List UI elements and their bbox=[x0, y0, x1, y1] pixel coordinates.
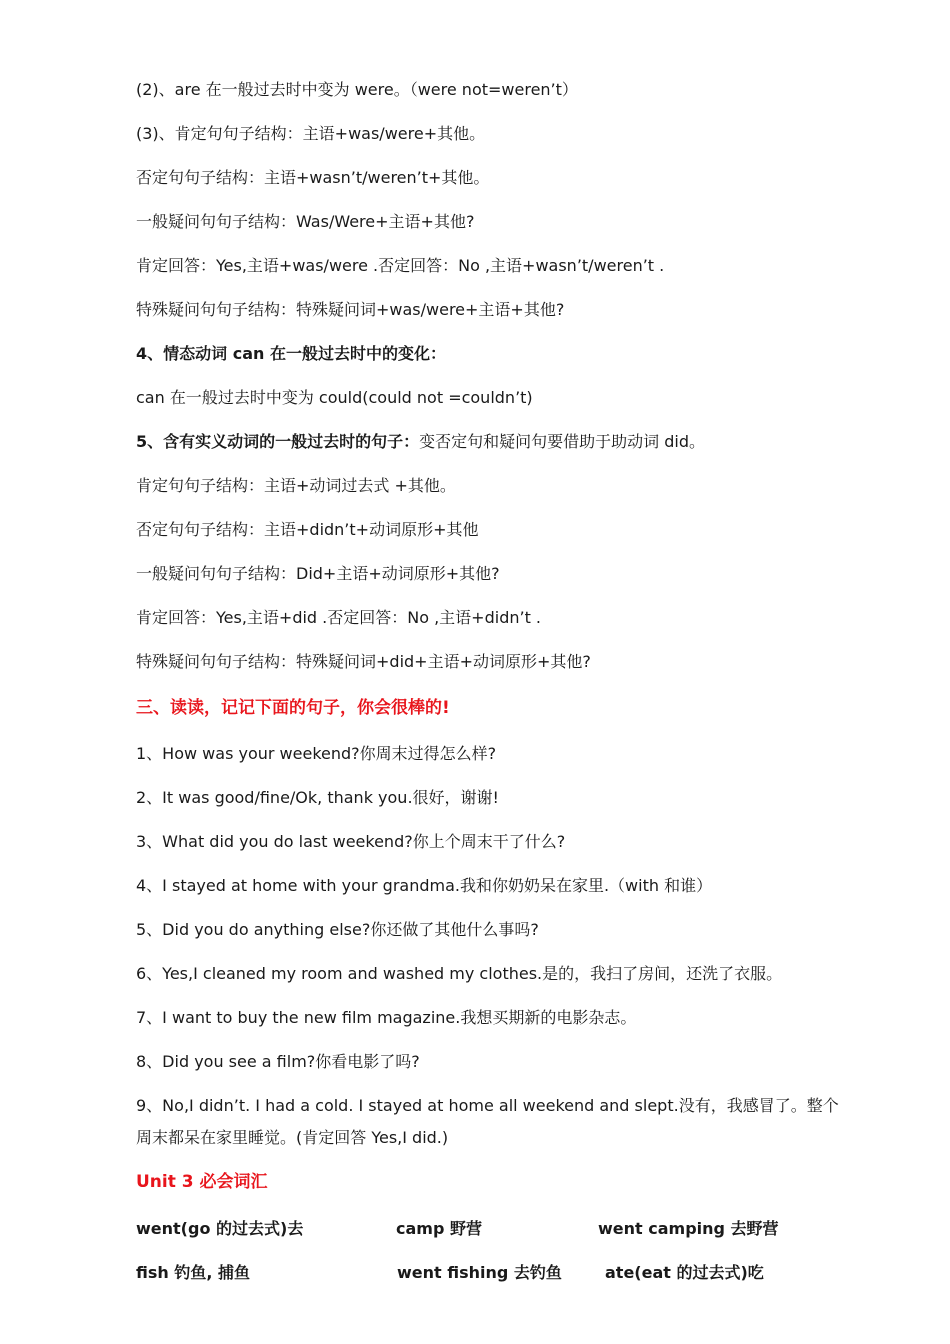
unit3-title: Unit 3 必会词汇 bbox=[136, 1172, 268, 1192]
section3-title: 三、读读，记记下面的句子，你会很棒的! bbox=[136, 698, 450, 718]
grammar-line-answers: 肯定回答：Yes,主语+was/were .否定回答：No ,主语+wasn’t/weren’t . bbox=[136, 256, 665, 275]
grammar-line-were: (2)、are 在一般过去时中变为 were。（were not=weren’t） bbox=[136, 80, 578, 99]
heading-verb-past bbox=[136, 432, 705, 452]
sentence-5: 5、Did you do anything else?你还做了其他什么事吗? bbox=[136, 920, 539, 939]
sentence-7: 7、I want to buy the new film magazine.我想买期新的电影杂志。 bbox=[136, 1008, 637, 1027]
grammar-line-could: can 在一般过去时中变为 could(could not =couldn’t) bbox=[136, 388, 533, 407]
vocab-ate: ate(eat 的过去式)吃 bbox=[605, 1263, 764, 1282]
sentence-9: 9、No,I didn’t. I had a cold. I stayed at home all weekend and slept.没有，我感冒了。整个周末都呆在家里睡觉。(肯定回答 Yes,I did.) bbox=[136, 1096, 839, 1147]
grammar-line-negative: 否定句句子结构：主语+wasn’t/weren’t+其他。 bbox=[136, 168, 490, 187]
vocab-camp: camp 野营 bbox=[396, 1219, 482, 1238]
sentence-4: 4、I stayed at home with your grandma.我和你奶奶呆在家里.（with 和谁） bbox=[136, 876, 713, 895]
heading-verb-past-rest: 变否定句和疑问句要借助于助动词 did。 bbox=[419, 432, 705, 451]
grammar-line-did-negative: 否定句句子结构：主语+didn’t+动词原形+其他 bbox=[136, 520, 479, 539]
grammar-line-did-wh-question: 特殊疑问句句子结构：特殊疑问词+did+主语+动词原形+其他? bbox=[136, 652, 591, 671]
grammar-line-question: 一般疑问句句子结构：Was/Were+主语+其他? bbox=[136, 212, 475, 231]
grammar-line-did-affirmative: 肯定句句子结构：主语+动词过去式 +其他。 bbox=[136, 476, 456, 495]
heading-modal-can: 4、情态动词 can 在一般过去时中的变化： bbox=[136, 344, 446, 363]
sentence-8: 8、Did you see a film?你看电影了吗? bbox=[136, 1052, 420, 1071]
sentence-2: 2、It was good/fine/Ok, thank you.很好，谢谢! bbox=[136, 788, 499, 807]
grammar-line-did-answers: 肯定回答：Yes,主语+did .否定回答：No ,主语+didn’t . bbox=[136, 608, 542, 627]
sentence-6: 6、Yes,I cleaned my room and washed my clothes.是的，我扫了房间，还洗了衣服。 bbox=[136, 964, 783, 983]
vocab-went-camping: went camping 去野营 bbox=[598, 1219, 779, 1238]
vocab-went-fishing: went fishing 去钓鱼 bbox=[397, 1263, 562, 1282]
vocab-fish: fish 钓鱼, 捕鱼 bbox=[136, 1263, 250, 1282]
grammar-line-affirmative: (3)、肯定句句子结构：主语+was/were+其他。 bbox=[136, 124, 486, 143]
grammar-line-wh-question: 特殊疑问句句子结构：特殊疑问词+was/were+主语+其他? bbox=[136, 300, 565, 319]
grammar-line-did-question: 一般疑问句句子结构：Did+主语+动词原形+其他? bbox=[136, 564, 500, 583]
sentence-1: 1、How was your weekend?你周末过得怎么样? bbox=[136, 744, 497, 763]
vocab-went: went(go 的过去式)去 bbox=[136, 1219, 304, 1238]
heading-verb-past-bold: 5、含有实义动词的一般过去时的句子： bbox=[136, 432, 420, 451]
sentence-3: 3、What did you do last weekend?你上个周末干了什么? bbox=[136, 832, 566, 851]
